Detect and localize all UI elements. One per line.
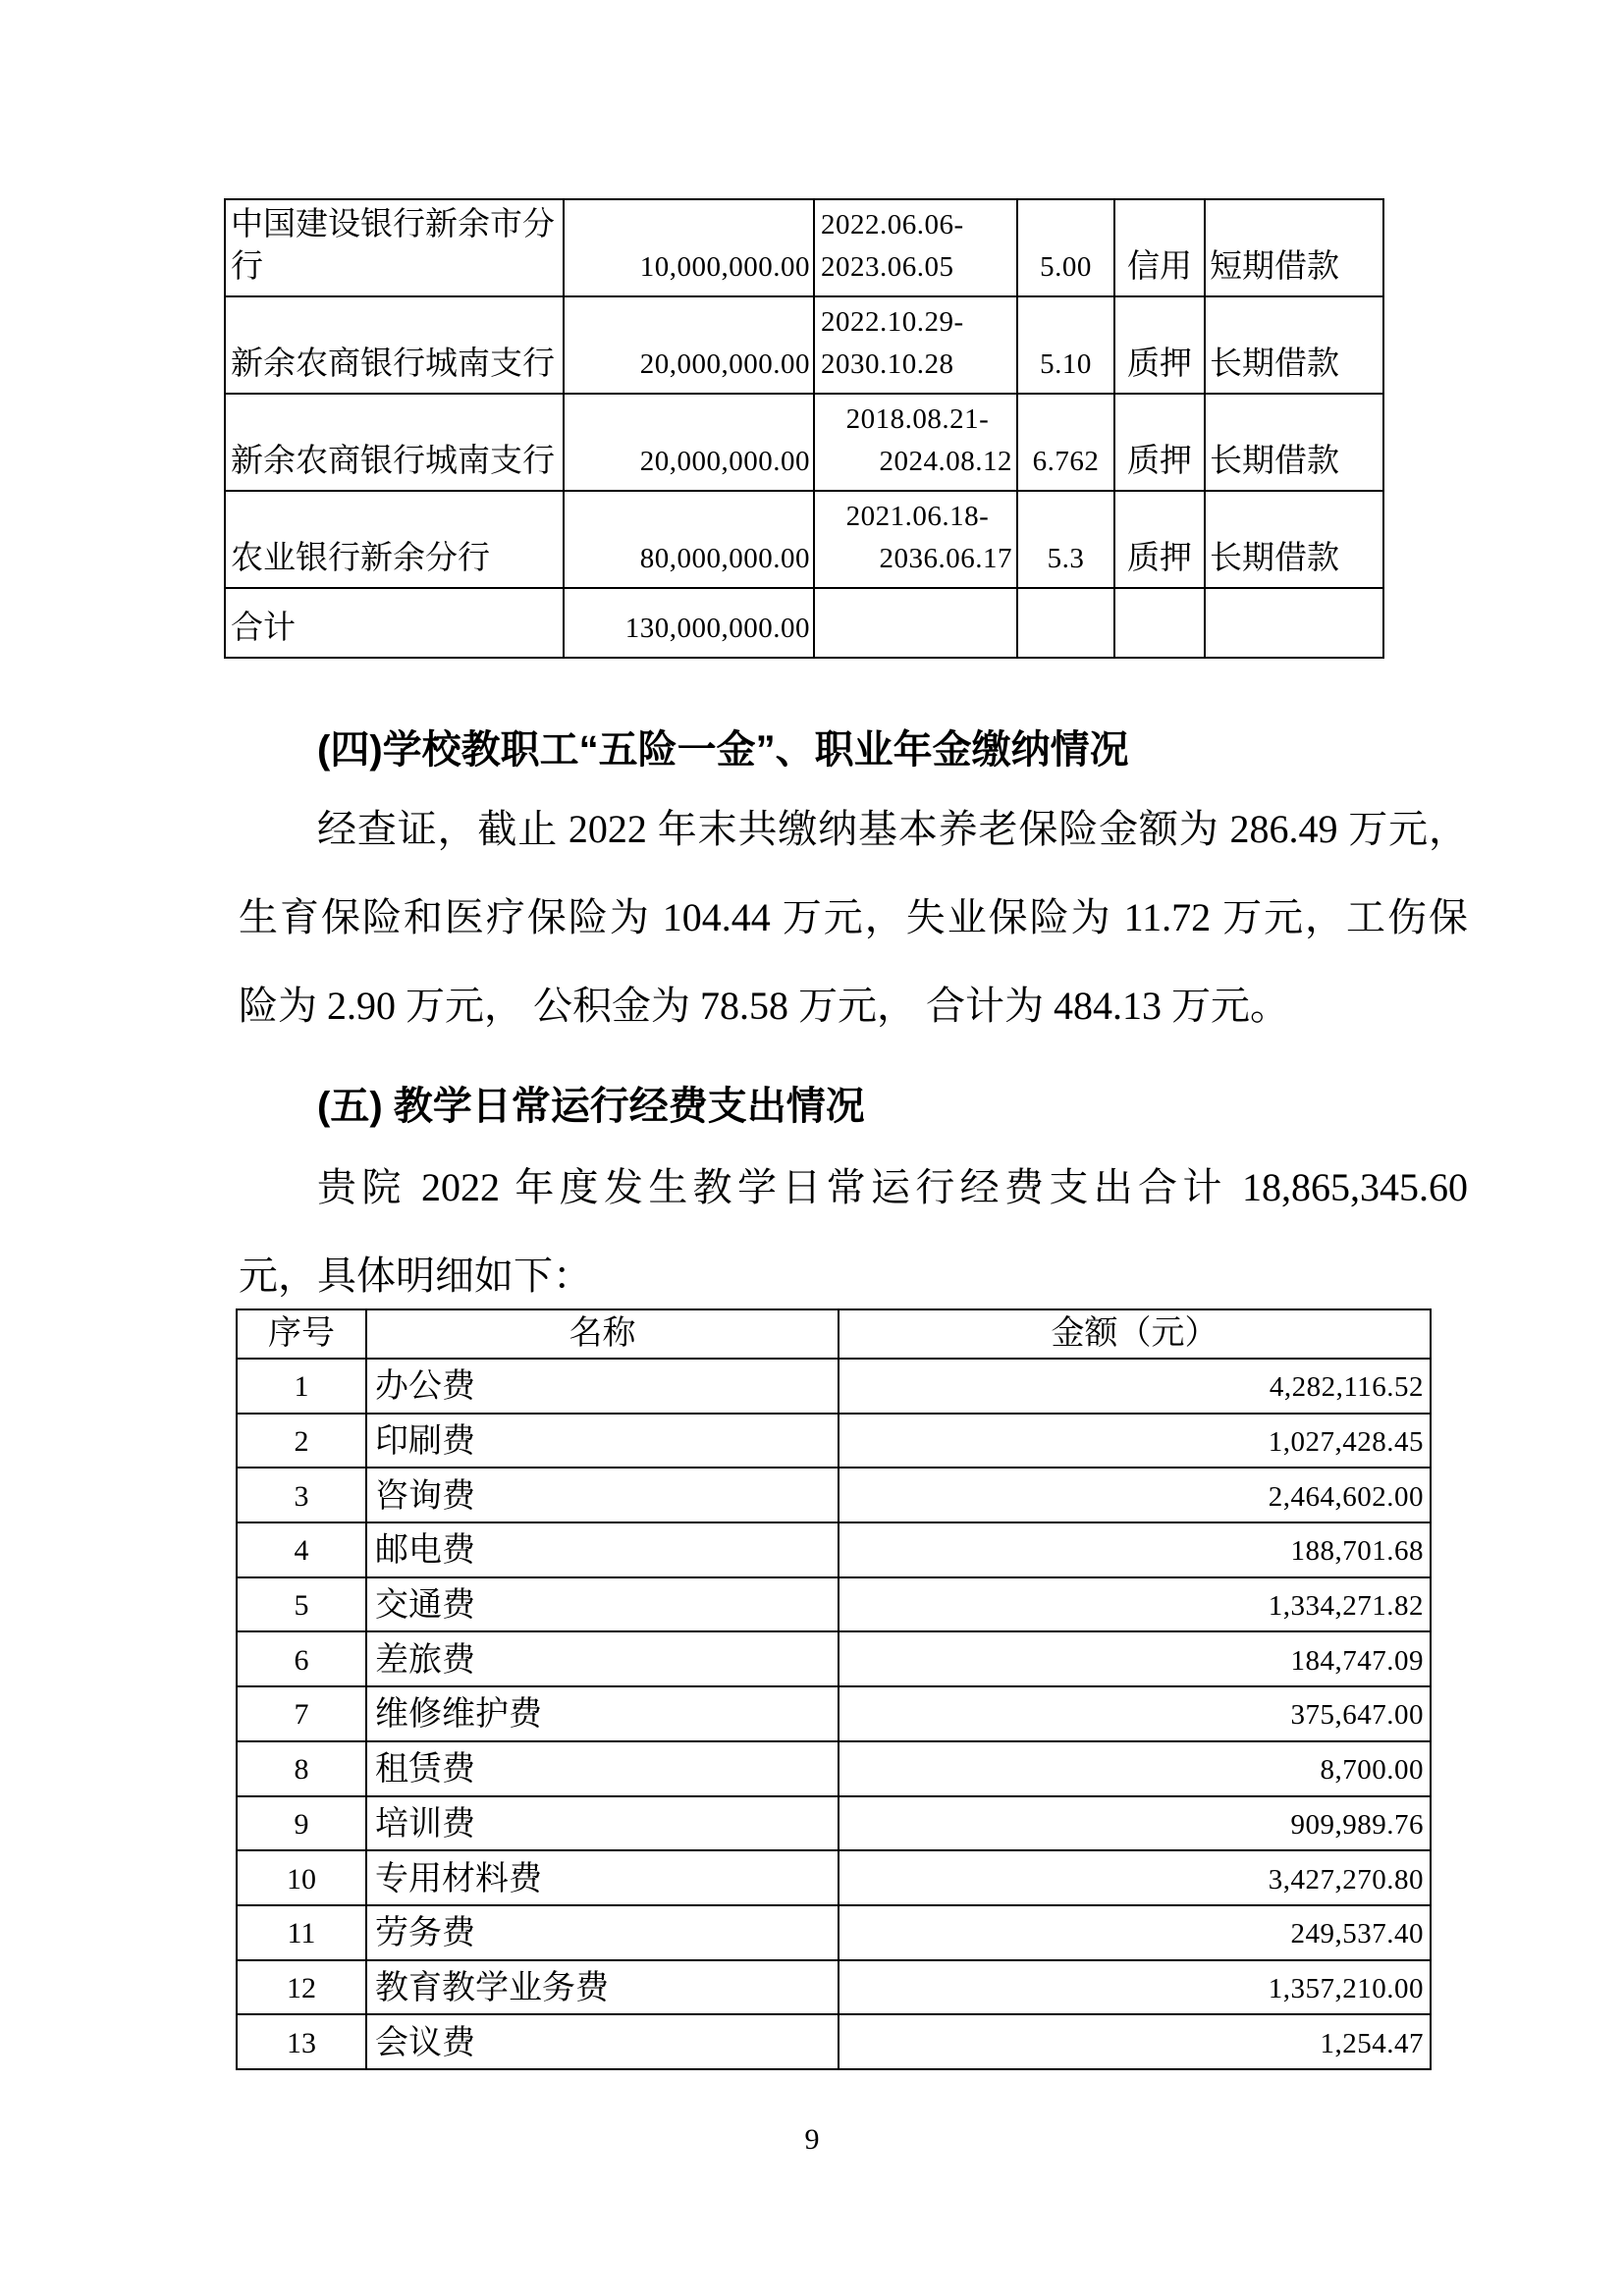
expense-no-cell: 6: [237, 1631, 366, 1686]
expense-amount-cell: 1,027,428.45: [839, 1414, 1431, 1468]
expense-table-row: [237, 2014, 1431, 2069]
loan-table-row: [225, 491, 1383, 588]
paragraph-line: 生育保险和医疗保险为 104.44 万元，失业保险为 11.72 万元，工伤保: [239, 895, 1468, 939]
loan-table-row: [225, 296, 1383, 394]
expense-no-cell: 12: [237, 1960, 366, 2015]
expense-amount-cell: 1,334,271.82: [839, 1577, 1431, 1632]
loan-type-cell: 短期借款: [1205, 199, 1383, 296]
expense-table: [236, 1308, 1432, 2070]
expense-table-row: [237, 1850, 1431, 1905]
loan-date-start: 2022.10.29-: [821, 306, 964, 338]
loan-bank-cell: 农业银行新余分行: [225, 491, 564, 588]
section5-paragraph: [239, 1144, 1468, 1320]
expense-no-cell: 3: [237, 1468, 366, 1522]
loan-dates-cell: [814, 296, 1017, 394]
expense-name-cell: 维修维护费: [366, 1686, 839, 1741]
expense-table-body: [237, 1359, 1431, 2069]
expense-table-row: [237, 1960, 1431, 2015]
expense-no-cell: 5: [237, 1577, 366, 1632]
expense-name-cell: 教育教学业务费: [366, 1960, 839, 2015]
loan-date-start: 2021.06.18-: [845, 501, 990, 532]
expense-amount-cell: 375,647.00: [839, 1686, 1431, 1741]
loan-rate-cell: 5.3: [1017, 491, 1114, 588]
expense-no-cell: 4: [237, 1522, 366, 1577]
expense-no-cell: 13: [237, 2014, 366, 2069]
loan-table-row: [225, 394, 1383, 491]
loan-table-row: [225, 199, 1383, 296]
expense-header-no: 序号: [237, 1309, 366, 1359]
expense-name-cell: 邮电费: [366, 1522, 839, 1577]
expense-name-cell: 会议费: [366, 2014, 839, 2069]
expense-header-amount: 金额（元）: [839, 1309, 1431, 1359]
expense-table-row: [237, 1686, 1431, 1741]
loan-amount-cell: 20,000,000.00: [564, 296, 814, 394]
loan-total-row: [225, 588, 1383, 658]
loan-amount-cell: 10,000,000.00: [564, 199, 814, 296]
expense-amount-cell: 1,357,210.00: [839, 1960, 1431, 2015]
loan-bank-cell: 新余农商银行城南支行: [225, 394, 564, 491]
expense-header-name: 名称: [366, 1309, 839, 1359]
section4-heading: (四)学校教职工“五险一金”、职业年金缴纳情况: [317, 728, 1129, 772]
loan-type-cell: 长期借款: [1205, 394, 1383, 491]
section4-paragraph: [239, 785, 1468, 1050]
loan-date-end: 2024.08.12: [879, 446, 1012, 477]
expense-amount-cell: 1,254.47: [839, 2014, 1431, 2069]
loan-guarantee-cell: 质押: [1114, 296, 1205, 394]
loan-date-end: 2023.06.05: [821, 251, 954, 283]
loan-rate-cell: 5.10: [1017, 296, 1114, 394]
loan-table-body: [225, 199, 1383, 588]
section5-heading: (五) 教学日常运行经费支出情况: [317, 1085, 865, 1128]
expense-table-row: [237, 1468, 1431, 1522]
expense-no-cell: 2: [237, 1414, 366, 1468]
expense-no-cell: 1: [237, 1359, 366, 1414]
expense-amount-cell: 184,747.09: [839, 1631, 1431, 1686]
expense-name-cell: 专用材料费: [366, 1850, 839, 1905]
expense-table-row: [237, 1522, 1431, 1577]
loan-total-amount: 130,000,000.00: [564, 588, 814, 658]
paragraph-line: 经查证，截止 2022 年末共缴纳基本养老保险金额为 286.49 万元，: [317, 807, 1468, 851]
expense-no-cell: 9: [237, 1796, 366, 1851]
expense-header-row: [237, 1309, 1431, 1359]
expense-table-row: [237, 1414, 1431, 1468]
expense-amount-cell: 909,989.76: [839, 1796, 1431, 1851]
loan-date-start: 2018.08.21-: [845, 403, 990, 435]
loan-date-start: 2022.06.06-: [821, 209, 964, 240]
loan-total-empty-type: [1205, 588, 1383, 658]
loan-rate-cell: 6.762: [1017, 394, 1114, 491]
loan-total-label: 合计: [225, 588, 564, 658]
expense-table-row: [237, 1359, 1431, 1414]
loan-dates-cell: [814, 199, 1017, 296]
loan-table: [224, 198, 1384, 659]
loan-bank-cell: 新余农商银行城南支行: [225, 296, 564, 394]
paragraph-line: 险为 2.90 万元， 公积金为 78.58 万元， 合计为 484.13 万元。: [239, 984, 1289, 1028]
loan-amount-cell: 80,000,000.00: [564, 491, 814, 588]
expense-amount-cell: 188,701.68: [839, 1522, 1431, 1577]
loan-guarantee-cell: 质押: [1114, 394, 1205, 491]
loan-bank-cell: 中国建设银行新余市分行: [225, 199, 564, 296]
loan-type-cell: 长期借款: [1205, 296, 1383, 394]
paragraph-line: 元，具体明细如下：: [239, 1254, 592, 1298]
expense-amount-cell: 8,700.00: [839, 1741, 1431, 1796]
expense-amount-cell: 3,427,270.80: [839, 1850, 1431, 1905]
expense-no-cell: 10: [237, 1850, 366, 1905]
expense-table-row: [237, 1905, 1431, 1960]
loan-total-empty-rate: [1017, 588, 1114, 658]
paragraph-line: 贵院 2022 年度发生教学日常运行经费支出合计 18,865,345.60: [317, 1165, 1468, 1209]
loan-guarantee-cell: 信用: [1114, 199, 1205, 296]
loan-date-end: 2030.10.28: [821, 348, 954, 380]
expense-table-row: [237, 1631, 1431, 1686]
expense-table-row: [237, 1741, 1431, 1796]
expense-amount-cell: 2,464,602.00: [839, 1468, 1431, 1522]
expense-name-cell: 租赁费: [366, 1741, 839, 1796]
loan-date-end: 2036.06.17: [879, 543, 1012, 574]
loan-total-empty-guarantee: [1114, 588, 1205, 658]
expense-table-row: [237, 1796, 1431, 1851]
expense-amount-cell: 249,537.40: [839, 1905, 1431, 1960]
expense-name-cell: 培训费: [366, 1796, 839, 1851]
loan-type-cell: 长期借款: [1205, 491, 1383, 588]
loan-dates-cell: [814, 394, 1017, 491]
expense-name-cell: 咨询费: [366, 1468, 839, 1522]
loan-amount-cell: 20,000,000.00: [564, 394, 814, 491]
expense-name-cell: 交通费: [366, 1577, 839, 1632]
expense-name-cell: 印刷费: [366, 1414, 839, 1468]
loan-total-empty-date: [814, 588, 1017, 658]
loan-rate-cell: 5.00: [1017, 199, 1114, 296]
expense-table-row: [237, 1577, 1431, 1632]
expense-no-cell: 11: [237, 1905, 366, 1960]
page-number: 9: [804, 2123, 820, 2156]
expense-amount-cell: 4,282,116.52: [839, 1359, 1431, 1414]
expense-no-cell: 7: [237, 1686, 366, 1741]
expense-name-cell: 差旅费: [366, 1631, 839, 1686]
expense-name-cell: 办公费: [366, 1359, 839, 1414]
loan-dates-cell: [814, 491, 1017, 588]
expense-name-cell: 劳务费: [366, 1905, 839, 1960]
expense-no-cell: 8: [237, 1741, 366, 1796]
loan-guarantee-cell: 质押: [1114, 491, 1205, 588]
